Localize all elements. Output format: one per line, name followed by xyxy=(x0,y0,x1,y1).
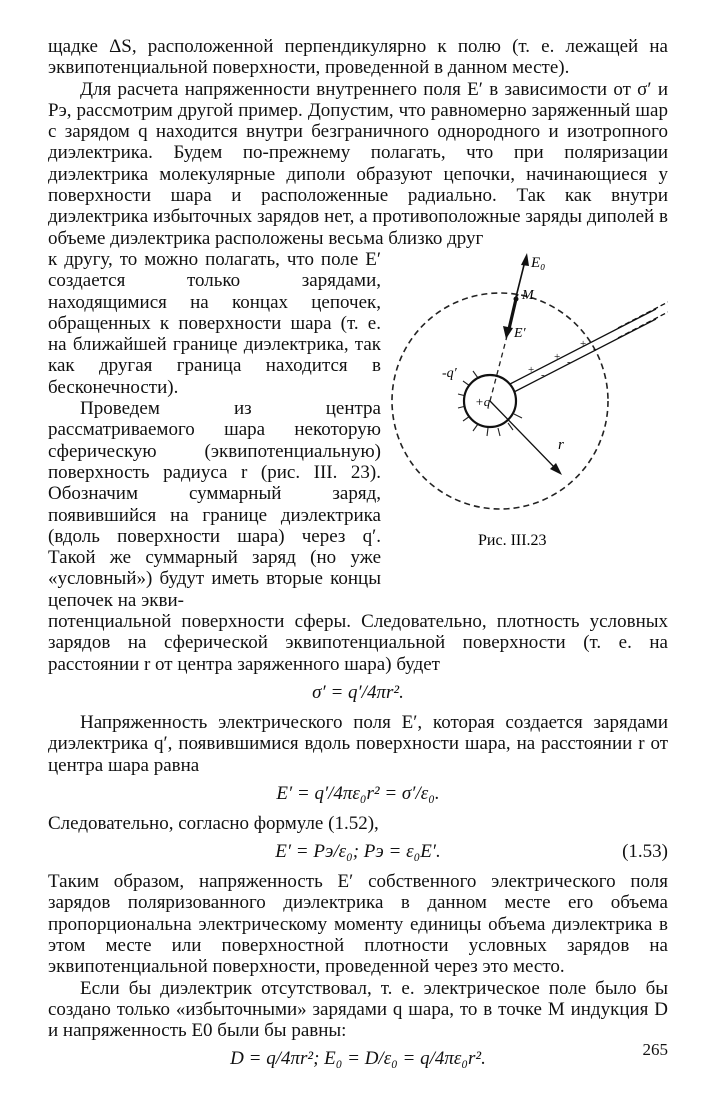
svg-text:+: + xyxy=(528,363,535,376)
formula-1-53 xyxy=(48,841,668,862)
chain-dash-upper xyxy=(618,302,668,328)
svg-text:-: - xyxy=(593,342,597,355)
figure-iii-23 xyxy=(378,249,668,554)
paragraph-8: Таким образом, напряженность E′ собственного электрического поля зарядов поляризованного диэлектрика в данном месте его объема пропорциональна электрическому моменту единицы объема диэлектрика в этом месте или поверхностной плотности условных зарядов на эквипотенциальной поверхности, проведенной через это место. xyxy=(48,871,668,978)
page-number: 265 xyxy=(642,1040,668,1059)
e0-arrowhead xyxy=(521,253,529,266)
label-plusq: +q xyxy=(475,393,491,409)
paragraph-9: Если бы диэлектрик отсутствовал, т. е. электрическое поле было бы создано только «избыточными» зарядами q шара, то в точке M индукция D и напряженность E0 были бы равны: xyxy=(48,977,668,1042)
formula-d-e0: D = q/4πr²; E₀ = D/ε₀ = q/4πε₀r². xyxy=(230,1048,486,1070)
paragraph-6: Напряженность электрического поля E′, которая создается зарядами диэлектрика q′, появившимися вдоль поверхности шара, на расстоянии r от центра шара равна xyxy=(48,711,668,776)
paragraph-2: Для расчета напряженности внутреннего поля E′ в зависимости от σ′ и Pэ, рассмотрим другой пример. Допустим, что равномерно заряженный шар с зарядом q находится внутри безграничного однородного и изотропного диэлектрика. Будем по-прежнему полагать, что при поляризации диэлектрика молекулярные диполи образуют цепочки, начинающиеся у поверхности шара и расположенные радиально. Так как внутри диэлектрика избыточных зарядов нет, а противоположные заряды диполей в объеме диэлектрика расположены весьма близко друг xyxy=(48,78,668,249)
label-qprime: -q′ xyxy=(442,365,457,381)
formula-1-53-body: E′ = Pэ/ε₀; Pэ = ε₀E′. xyxy=(275,841,441,863)
paragraph-1: щадке ΔS, расположенной перпендикулярно к полю (т. е. лежащей на эквипотенциальной поверхности, проведенной в данном месте). xyxy=(48,36,668,79)
point-m xyxy=(514,296,519,301)
svg-text:+: + xyxy=(580,337,587,350)
eprime-vector xyxy=(509,299,516,329)
figure-wrap xyxy=(48,249,668,611)
sphere-diagram xyxy=(378,249,668,549)
paragraph-5: потенциальной поверхности сферы. Следовательно, плотность условных зарядов на сферической эквипотенциальной поверхности (т. е. на расстоянии r от центра заряженного шара) будет xyxy=(48,611,668,675)
label-m: M xyxy=(522,287,534,303)
label-e0: E₀ xyxy=(531,254,546,271)
formula-1-53-number: (1.53) xyxy=(622,841,668,863)
paragraph-7: Следовательно, согласно формуле (1.52), xyxy=(48,812,379,834)
svg-text:+: + xyxy=(554,350,561,363)
paragraph-4: Проведем из центра рассматриваемого шара некоторую сферическую (эквипотенциальную) поверхность радиуса r (рис. III. 23). Обозначим суммарный заряд, появившийся на границе диэлектрика (вдоль поверхности шара) через q′. Такой же суммарный заряд (но уже «условный») будут иметь вторые концы цепочек на экви- xyxy=(48,398,381,611)
figure-caption: Рис. III.23 xyxy=(478,531,547,549)
svg-text:-: - xyxy=(541,368,545,381)
eprime-arrowhead xyxy=(503,326,513,339)
page-content xyxy=(48,36,668,1078)
formula-sigma: σ′ = q′/4πr². xyxy=(312,681,404,703)
svg-text:-: - xyxy=(567,355,571,368)
label-r: r xyxy=(558,436,564,453)
label-eprime: E′ xyxy=(514,325,526,341)
paragraph-3: к другу, то можно полагать, что поле E′ создается только зарядами, находящимися на концах цепочек, обращенных к поверхности шара (т. е. на ближайшей границе диэлектрика, так как другая граница находится в бесконечности). xyxy=(48,248,381,398)
formula-eprime: E′ = q′/4πε₀r² = σ′/ε₀. xyxy=(276,782,440,804)
